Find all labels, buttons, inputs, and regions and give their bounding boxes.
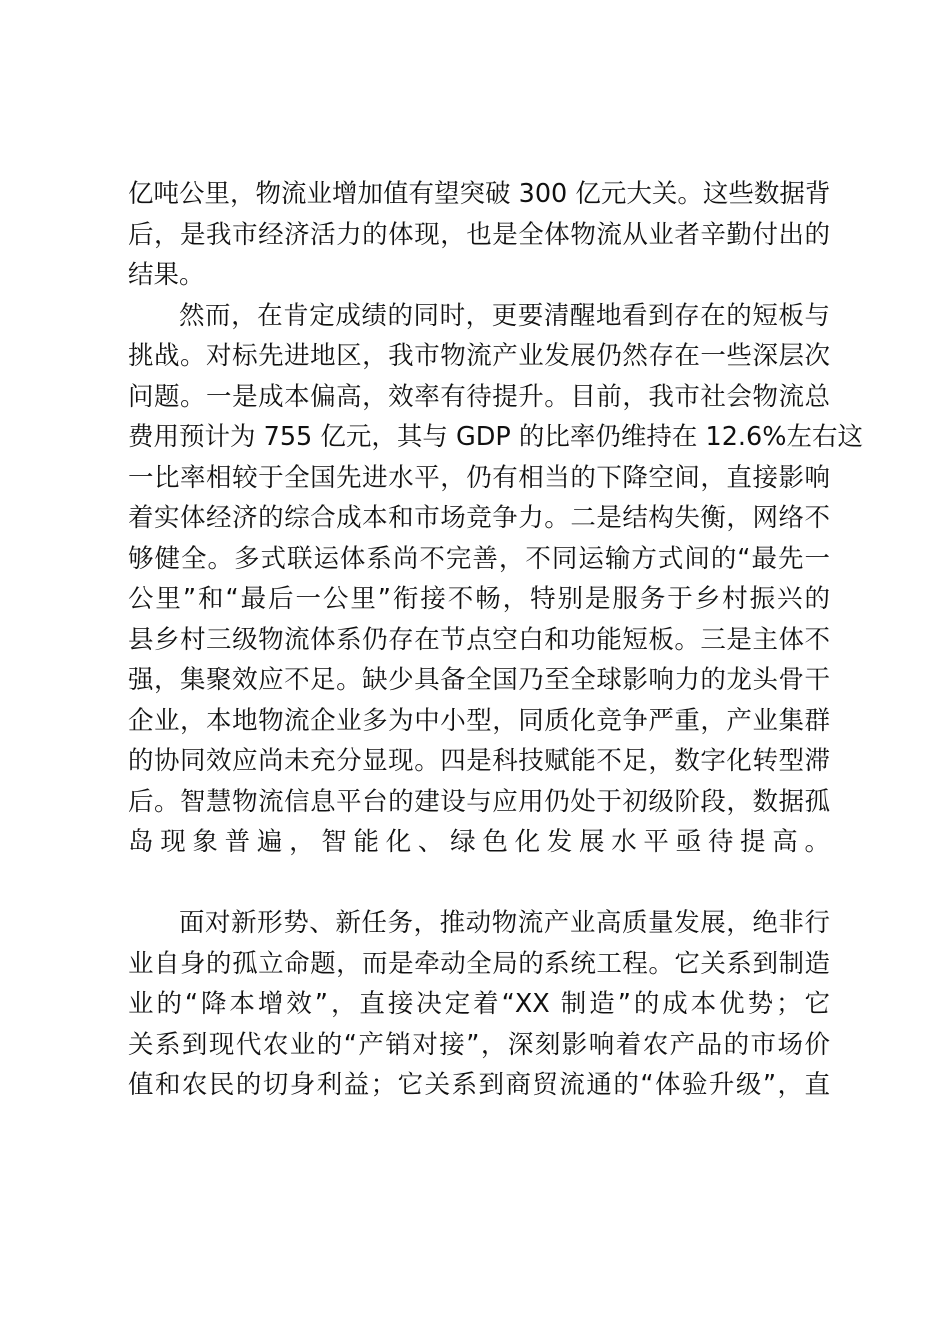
text-line: 企业，本地物流企业多为中小型，同质化竞争严重，产业集群 xyxy=(128,705,830,736)
paragraph-3 xyxy=(128,903,830,1106)
text-line: 够健全。多式联运体系尚不完善，不同运输方式间的“最先一 xyxy=(128,543,830,574)
text-line: 强，集聚效应不足。缺少具备全国乃至全球影响力的龙头骨干 xyxy=(128,665,830,695)
text-line: 关系到现代农业的“产销对接”，深刻影响着农产品的市场价 xyxy=(128,1029,830,1060)
text-line: 业自身的孤立命题，而是牵动全局的系统工程。它关系到制造 xyxy=(128,948,830,979)
paragraph-2 xyxy=(128,296,863,904)
text-line: 挑战。对标先进地区，我市物流产业发展仍然存在一些深层次 xyxy=(128,341,830,371)
text-line: 面对新形势、新任务，推动物流产业高质量发展，绝非行 xyxy=(179,908,830,938)
text-line: 结果。 xyxy=(128,260,205,290)
text-line: 后。智慧物流信息平台的建设与应用仍处于初级阶段，数据孤 xyxy=(128,786,830,817)
text-line: 的协同效应尚未充分显现。四是科技赋能不足，数字化转型滞 xyxy=(128,746,830,776)
text-line: 后，是我市经济活力的体现，也是全体物流从业者辛勤付出的 xyxy=(128,219,830,250)
document-body xyxy=(128,174,863,1106)
text-line: 公里”和“最后一公里”衔接不畅，特别是服务于乡村振兴的 xyxy=(128,584,830,614)
text-line: 亿吨公里，物流业增加值有望突破 300 亿元大关。这些数据背 xyxy=(128,179,831,209)
text-line: 业的“降本增效”，直接决定着“XX 制造”的成本优势；它 xyxy=(128,989,830,1019)
text-line: 着实体经济的综合成本和市场竞争力。二是结构失衡，网络不 xyxy=(128,503,830,533)
text-line: 问题。一是成本偏高，效率有待提升。目前，我市社会物流总 xyxy=(128,381,830,412)
text-line: 县乡村三级物流体系仍存在节点空白和功能短板。三是主体不 xyxy=(128,624,830,655)
paragraph-1 xyxy=(128,174,830,296)
text-line: 岛现象普遍，智能化、绿色化发展水平亟待提高。 xyxy=(128,827,830,857)
text-line: 然而，在肯定成绩的同时，更要清醒地看到存在的短板与 xyxy=(179,300,830,331)
text-line: 值和农民的切身利益；它关系到商贸流通的“体验升级”，直 xyxy=(128,1070,830,1100)
text-line: 费用预计为 755 亿元，其与 GDP 的比率仍维持在 12.6%左右这 xyxy=(128,422,863,452)
text-line: 一比率相较于全国先进水平，仍有相当的下降空间，直接影响 xyxy=(128,462,830,493)
text-line xyxy=(128,863,830,904)
